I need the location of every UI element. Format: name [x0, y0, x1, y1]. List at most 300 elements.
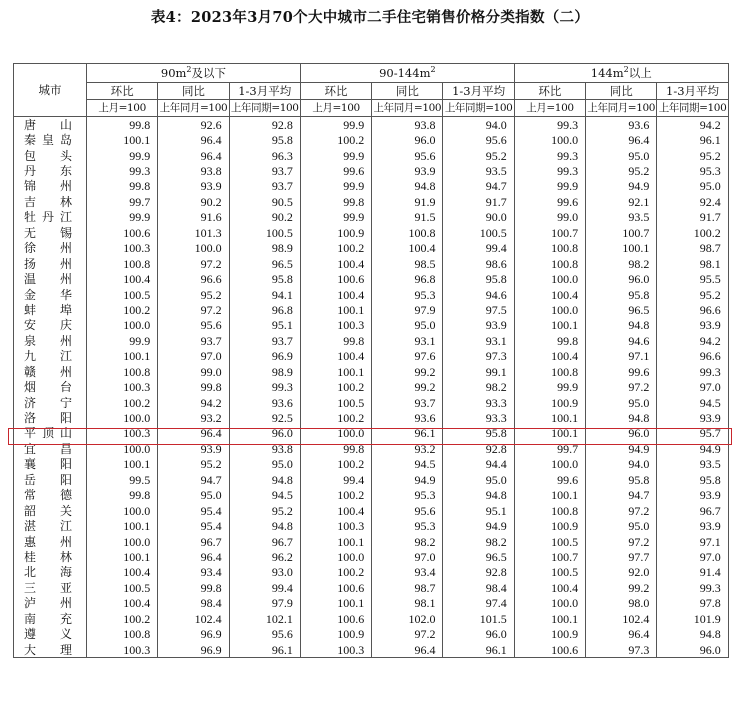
index-value-cell: 99.3 [229, 379, 300, 394]
city-cell: 赣 州 [14, 364, 87, 379]
table-row [14, 518, 729, 533]
index-value-cell: 100.1 [87, 132, 158, 147]
index-value-cell: 91.6 [158, 210, 229, 225]
index-value-cell: 97.2 [586, 379, 657, 394]
index-value-cell: 96.1 [443, 642, 514, 658]
index-value-cell: 92.6 [158, 117, 229, 133]
city-cell: 三 亚 [14, 580, 87, 595]
index-value-cell: 99.8 [158, 580, 229, 595]
index-value-cell: 100.7 [514, 225, 585, 240]
index-value-cell: 100.4 [300, 287, 371, 302]
index-value-cell: 93.9 [443, 318, 514, 333]
size-group-header: $144m^2$以上 [514, 64, 728, 83]
index-value-cell: 100.7 [514, 549, 585, 564]
index-value-cell: 99.6 [586, 364, 657, 379]
measure-header: 环比 [514, 83, 585, 100]
index-value-cell: 93.9 [657, 488, 728, 503]
measure-header: 1-3月平均 [229, 83, 300, 100]
index-value-cell: 100.2 [300, 488, 371, 503]
index-value-cell: 101.9 [657, 611, 728, 626]
index-value-cell: 94.9 [372, 472, 443, 487]
index-value-cell: 97.2 [158, 302, 229, 317]
index-value-cell: 94.8 [372, 179, 443, 194]
index-value-cell: 100.6 [300, 271, 371, 286]
index-value-cell: 96.2 [229, 549, 300, 564]
index-value-cell: 100.8 [87, 256, 158, 271]
index-value-cell: 97.2 [158, 256, 229, 271]
index-value-cell: 91.5 [372, 210, 443, 225]
city-cell: 蚌 埠 [14, 302, 87, 317]
index-value-cell: 99.3 [87, 163, 158, 178]
index-value-cell: 97.3 [586, 642, 657, 658]
table-row [14, 426, 729, 441]
index-value-cell: 93.6 [372, 410, 443, 425]
index-value-cell: 96.9 [229, 349, 300, 364]
index-value-cell: 93.9 [372, 163, 443, 178]
index-value-cell: 95.0 [158, 488, 229, 503]
index-value-cell: 99.3 [657, 580, 728, 595]
city-cell: 洛 阳 [14, 410, 87, 425]
index-value-cell: 96.7 [158, 534, 229, 549]
index-value-cell: 95.6 [372, 148, 443, 163]
table-row [14, 549, 729, 564]
index-value-cell: 100.1 [514, 611, 585, 626]
table-row [14, 225, 729, 240]
index-value-cell: 99.8 [300, 333, 371, 348]
index-value-cell: 94.8 [229, 518, 300, 533]
table-row [14, 395, 729, 410]
index-value-cell: 100.6 [87, 225, 158, 240]
table-row [14, 179, 729, 194]
index-value-cell: 99.9 [87, 148, 158, 163]
index-value-cell: 90.2 [229, 210, 300, 225]
index-value-cell: 93.5 [586, 210, 657, 225]
index-value-cell: 96.0 [586, 426, 657, 441]
city-cell: 惠 州 [14, 534, 87, 549]
index-value-cell: 102.1 [229, 611, 300, 626]
index-value-cell: 99.8 [158, 379, 229, 394]
table-row [14, 333, 729, 348]
index-value-cell: 95.1 [229, 318, 300, 333]
index-value-cell: 99.8 [300, 194, 371, 209]
city-cell: 牡 丹 江 [14, 210, 87, 225]
measure-header: 同比 [158, 83, 229, 100]
table-row [14, 117, 729, 133]
table-row [14, 379, 729, 394]
index-value-cell: 99.9 [300, 179, 371, 194]
index-value-cell: 96.4 [586, 132, 657, 147]
index-value-cell: 95.8 [586, 287, 657, 302]
index-value-cell: 100.1 [586, 241, 657, 256]
index-value-cell: 99.8 [514, 333, 585, 348]
index-value-cell: 99.2 [372, 379, 443, 394]
index-value-cell: 98.1 [657, 256, 728, 271]
base-header: 上年同期=100 [657, 100, 728, 117]
index-value-cell: 93.2 [372, 441, 443, 456]
index-value-cell: 99.8 [300, 441, 371, 456]
city-cell: 温 州 [14, 271, 87, 286]
index-value-cell: 95.8 [657, 472, 728, 487]
table-row [14, 364, 729, 379]
index-value-cell: 98.2 [586, 256, 657, 271]
measure-header: 环比 [87, 83, 158, 100]
index-value-cell: 92.4 [657, 194, 728, 209]
index-value-cell: 99.7 [514, 441, 585, 456]
index-value-cell: 101.5 [443, 611, 514, 626]
city-cell: 锦 州 [14, 179, 87, 194]
index-value-cell: 99.9 [87, 333, 158, 348]
index-value-cell: 99.2 [372, 364, 443, 379]
city-column-header: 城市 [14, 64, 87, 117]
measure-header: 1-3月平均 [657, 83, 728, 100]
index-value-cell: 100.5 [443, 225, 514, 240]
base-header: 上月=100 [87, 100, 158, 117]
index-value-cell: 96.3 [229, 148, 300, 163]
index-value-cell: 98.4 [158, 596, 229, 611]
index-value-cell: 100.0 [514, 596, 585, 611]
index-value-cell: 95.0 [586, 148, 657, 163]
index-value-cell: 95.5 [657, 271, 728, 286]
table-row [14, 565, 729, 580]
table-row [14, 271, 729, 286]
index-value-cell: 96.6 [657, 302, 728, 317]
index-value-cell: 97.8 [657, 596, 728, 611]
city-cell: 大 理 [14, 642, 87, 658]
index-value-cell: 94.7 [158, 472, 229, 487]
index-value-cell: 99.9 [514, 179, 585, 194]
index-value-cell: 95.3 [372, 518, 443, 533]
size-group-header: $90-144m^2$ [300, 64, 514, 83]
index-value-cell: 100.0 [87, 503, 158, 518]
index-value-cell: 99.8 [87, 117, 158, 133]
index-value-cell: 94.9 [657, 441, 728, 456]
index-value-cell: 98.0 [586, 596, 657, 611]
index-value-cell: 97.3 [443, 349, 514, 364]
index-value-cell: 95.0 [443, 472, 514, 487]
index-value-cell: 100.9 [300, 626, 371, 641]
index-value-cell: 99.9 [300, 148, 371, 163]
index-value-cell: 100.2 [87, 302, 158, 317]
index-value-cell: 99.4 [229, 580, 300, 595]
index-value-cell: 100.0 [514, 457, 585, 472]
index-value-cell: 100.0 [87, 534, 158, 549]
index-value-cell: 96.0 [657, 642, 728, 658]
index-value-cell: 95.2 [158, 457, 229, 472]
index-value-cell: 91.7 [443, 194, 514, 209]
base-header: 上年同期=100 [443, 100, 514, 117]
city-cell: 常 德 [14, 488, 87, 503]
index-value-cell: 98.7 [372, 580, 443, 595]
city-cell: 九 江 [14, 349, 87, 364]
table-row [14, 410, 729, 425]
index-value-cell: 97.1 [586, 349, 657, 364]
index-value-cell: 93.7 [158, 333, 229, 348]
index-value-cell: 95.4 [158, 503, 229, 518]
index-value-cell: 98.1 [372, 596, 443, 611]
index-value-cell: 94.8 [586, 410, 657, 425]
index-value-cell: 95.0 [372, 318, 443, 333]
index-value-cell: 99.6 [514, 194, 585, 209]
index-value-cell: 95.2 [443, 148, 514, 163]
index-value-cell: 96.9 [158, 626, 229, 641]
index-value-cell: 94.0 [586, 457, 657, 472]
index-value-cell: 100.7 [586, 225, 657, 240]
table-row [14, 241, 729, 256]
index-value-cell: 100.3 [87, 241, 158, 256]
index-value-cell: 96.4 [372, 642, 443, 658]
table-row [14, 441, 729, 456]
index-value-cell: 96.8 [372, 271, 443, 286]
index-value-cell: 96.0 [586, 271, 657, 286]
measure-header: 同比 [372, 83, 443, 100]
index-value-cell: 98.9 [229, 364, 300, 379]
index-value-cell: 98.6 [443, 256, 514, 271]
index-value-cell: 98.2 [372, 534, 443, 549]
index-value-cell: 100.2 [300, 379, 371, 394]
index-value-cell: 99.7 [87, 194, 158, 209]
index-value-cell: 100.4 [300, 503, 371, 518]
city-cell: 秦 皇 岛 [14, 132, 87, 147]
index-value-cell: 99.9 [300, 117, 371, 133]
index-value-cell: 93.9 [158, 179, 229, 194]
city-cell: 岳 阳 [14, 472, 87, 487]
index-value-cell: 93.5 [443, 163, 514, 178]
index-value-cell: 100.9 [514, 395, 585, 410]
table-row [14, 318, 729, 333]
index-value-cell: 100.2 [657, 225, 728, 240]
index-value-cell: 100.3 [300, 518, 371, 533]
index-value-cell: 98.5 [372, 256, 443, 271]
index-value-cell: 95.6 [372, 503, 443, 518]
index-value-cell: 93.6 [586, 117, 657, 133]
index-value-cell: 100.4 [300, 349, 371, 364]
index-value-cell: 100.2 [87, 395, 158, 410]
table-row [14, 503, 729, 518]
index-value-cell: 96.0 [372, 132, 443, 147]
index-value-cell: 94.1 [229, 287, 300, 302]
index-value-cell: 96.1 [372, 426, 443, 441]
index-value-cell: 98.9 [229, 241, 300, 256]
index-value-cell: 94.4 [443, 457, 514, 472]
index-value-cell: 96.4 [158, 426, 229, 441]
index-value-cell: 100.6 [300, 611, 371, 626]
table-row [14, 534, 729, 549]
index-value-cell: 92.8 [443, 565, 514, 580]
city-cell: 金 华 [14, 287, 87, 302]
index-value-cell: 95.6 [229, 626, 300, 641]
index-value-cell: 90.2 [158, 194, 229, 209]
price-index-table [13, 63, 729, 658]
index-value-cell: 95.8 [443, 426, 514, 441]
index-value-cell: 100.1 [87, 518, 158, 533]
index-value-cell: 95.1 [443, 503, 514, 518]
index-value-cell: 95.2 [657, 287, 728, 302]
city-cell: 宜 昌 [14, 441, 87, 456]
index-value-cell: 95.0 [657, 179, 728, 194]
index-value-cell: 96.4 [158, 148, 229, 163]
base-header: 上月=100 [300, 100, 371, 117]
table-row [14, 132, 729, 147]
base-header: 上年同月=100 [586, 100, 657, 117]
index-value-cell: 100.4 [87, 271, 158, 286]
index-value-cell: 98.4 [443, 580, 514, 595]
index-value-cell: 93.9 [657, 318, 728, 333]
index-value-cell: 102.4 [586, 611, 657, 626]
index-value-cell: 95.6 [443, 132, 514, 147]
table-row [14, 611, 729, 626]
index-value-cell: 95.3 [372, 287, 443, 302]
city-cell: 泸 州 [14, 596, 87, 611]
index-value-cell: 100.2 [300, 132, 371, 147]
index-value-cell: 100.1 [300, 364, 371, 379]
index-value-cell: 96.7 [229, 534, 300, 549]
index-value-cell: 96.4 [158, 132, 229, 147]
index-value-cell: 100.8 [87, 364, 158, 379]
table-body [14, 117, 729, 658]
index-value-cell: 93.4 [372, 565, 443, 580]
index-value-cell: 96.5 [443, 549, 514, 564]
index-value-cell: 100.4 [514, 349, 585, 364]
index-value-cell: 101.3 [158, 225, 229, 240]
index-value-cell: 93.1 [443, 333, 514, 348]
index-value-cell: 93.3 [443, 395, 514, 410]
index-value-cell: 95.3 [657, 163, 728, 178]
index-value-cell: 99.2 [586, 580, 657, 595]
city-cell: 北 海 [14, 565, 87, 580]
base-header: 上年同月=100 [372, 100, 443, 117]
index-value-cell: 93.7 [229, 179, 300, 194]
index-value-cell: 94.9 [586, 441, 657, 456]
index-value-cell: 99.9 [87, 210, 158, 225]
index-value-cell: 100.3 [300, 318, 371, 333]
index-value-cell: 94.7 [586, 488, 657, 503]
index-value-cell: 96.8 [229, 302, 300, 317]
index-value-cell: 91.9 [372, 194, 443, 209]
index-value-cell: 99.3 [514, 117, 585, 133]
index-value-cell: 100.1 [87, 457, 158, 472]
index-value-cell: 100.5 [514, 534, 585, 549]
index-value-cell: 91.7 [657, 210, 728, 225]
index-value-cell: 99.9 [300, 210, 371, 225]
index-value-cell: 93.2 [158, 410, 229, 425]
index-value-cell: 95.2 [158, 287, 229, 302]
index-value-cell: 94.0 [443, 117, 514, 133]
index-value-cell: 100.9 [514, 518, 585, 533]
index-value-cell: 100.1 [300, 596, 371, 611]
index-value-cell: 100.4 [372, 241, 443, 256]
table-row [14, 580, 729, 595]
index-value-cell: 100.1 [87, 349, 158, 364]
index-value-cell: 100.3 [300, 642, 371, 658]
index-value-cell: 92.8 [443, 441, 514, 456]
index-value-cell: 94.8 [229, 472, 300, 487]
index-value-cell: 100.8 [514, 241, 585, 256]
city-cell: 安 庆 [14, 318, 87, 333]
index-value-cell: 95.7 [657, 426, 728, 441]
index-value-cell: 95.8 [229, 271, 300, 286]
index-value-cell: 94.8 [657, 626, 728, 641]
index-value-cell: 98.7 [657, 241, 728, 256]
index-value-cell: 100.0 [300, 549, 371, 564]
table-row [14, 457, 729, 472]
size-group-header: $90m^2$及以下 [87, 64, 301, 83]
index-value-cell: 100.1 [514, 426, 585, 441]
city-cell: 吉 林 [14, 194, 87, 209]
index-value-cell: 96.1 [229, 642, 300, 658]
table-row [14, 596, 729, 611]
index-value-cell: 99.0 [158, 364, 229, 379]
table-row [14, 472, 729, 487]
index-value-cell: 99.0 [514, 210, 585, 225]
index-value-cell: 96.1 [657, 132, 728, 147]
index-value-cell: 90.0 [443, 210, 514, 225]
index-value-cell: 91.4 [657, 565, 728, 580]
index-value-cell: 100.4 [514, 287, 585, 302]
index-value-cell: 95.8 [443, 271, 514, 286]
index-value-cell: 99.6 [514, 472, 585, 487]
city-cell: 湛 江 [14, 518, 87, 533]
index-value-cell: 100.4 [514, 580, 585, 595]
index-value-cell: 99.4 [443, 241, 514, 256]
base-header: 上月=100 [514, 100, 585, 117]
index-value-cell: 97.7 [586, 549, 657, 564]
index-value-cell: 99.5 [87, 472, 158, 487]
index-value-cell: 93.8 [372, 117, 443, 133]
index-value-cell: 100.0 [87, 441, 158, 456]
index-value-cell: 94.6 [586, 333, 657, 348]
index-value-cell: 100.0 [300, 426, 371, 441]
index-value-cell: 93.7 [229, 163, 300, 178]
index-value-cell: 93.8 [158, 163, 229, 178]
index-value-cell: 100.1 [300, 302, 371, 317]
index-value-cell: 93.4 [158, 565, 229, 580]
index-value-cell: 97.4 [443, 596, 514, 611]
index-value-cell: 100.8 [514, 503, 585, 518]
index-value-cell: 99.1 [443, 364, 514, 379]
index-value-cell: 99.4 [300, 472, 371, 487]
table-row [14, 488, 729, 503]
index-value-cell: 96.5 [586, 302, 657, 317]
index-value-cell: 97.2 [586, 503, 657, 518]
city-cell: 济 宁 [14, 395, 87, 410]
index-value-cell: 96.0 [229, 426, 300, 441]
table-row [14, 163, 729, 178]
index-value-cell: 94.6 [443, 287, 514, 302]
index-value-cell: 93.1 [372, 333, 443, 348]
index-value-cell: 96.6 [158, 271, 229, 286]
city-cell: 遵 义 [14, 626, 87, 641]
table-row [14, 642, 729, 658]
table-row [14, 349, 729, 364]
index-value-cell: 94.8 [443, 488, 514, 503]
index-value-cell: 100.2 [300, 565, 371, 580]
index-value-cell: 96.7 [657, 503, 728, 518]
index-value-cell: 100.6 [514, 642, 585, 658]
index-value-cell: 93.9 [657, 410, 728, 425]
index-value-cell: 96.9 [158, 642, 229, 658]
city-cell: 桂 林 [14, 549, 87, 564]
index-value-cell: 94.8 [586, 318, 657, 333]
index-value-cell: 97.9 [372, 302, 443, 317]
index-value-cell: 93.9 [158, 441, 229, 456]
index-value-cell: 102.4 [158, 611, 229, 626]
index-value-cell: 100.0 [514, 271, 585, 286]
index-value-cell: 99.3 [514, 163, 585, 178]
index-value-cell: 97.0 [657, 549, 728, 564]
index-value-cell: 97.5 [443, 302, 514, 317]
city-cell: 韶 关 [14, 503, 87, 518]
measure-header: 同比 [586, 83, 657, 100]
